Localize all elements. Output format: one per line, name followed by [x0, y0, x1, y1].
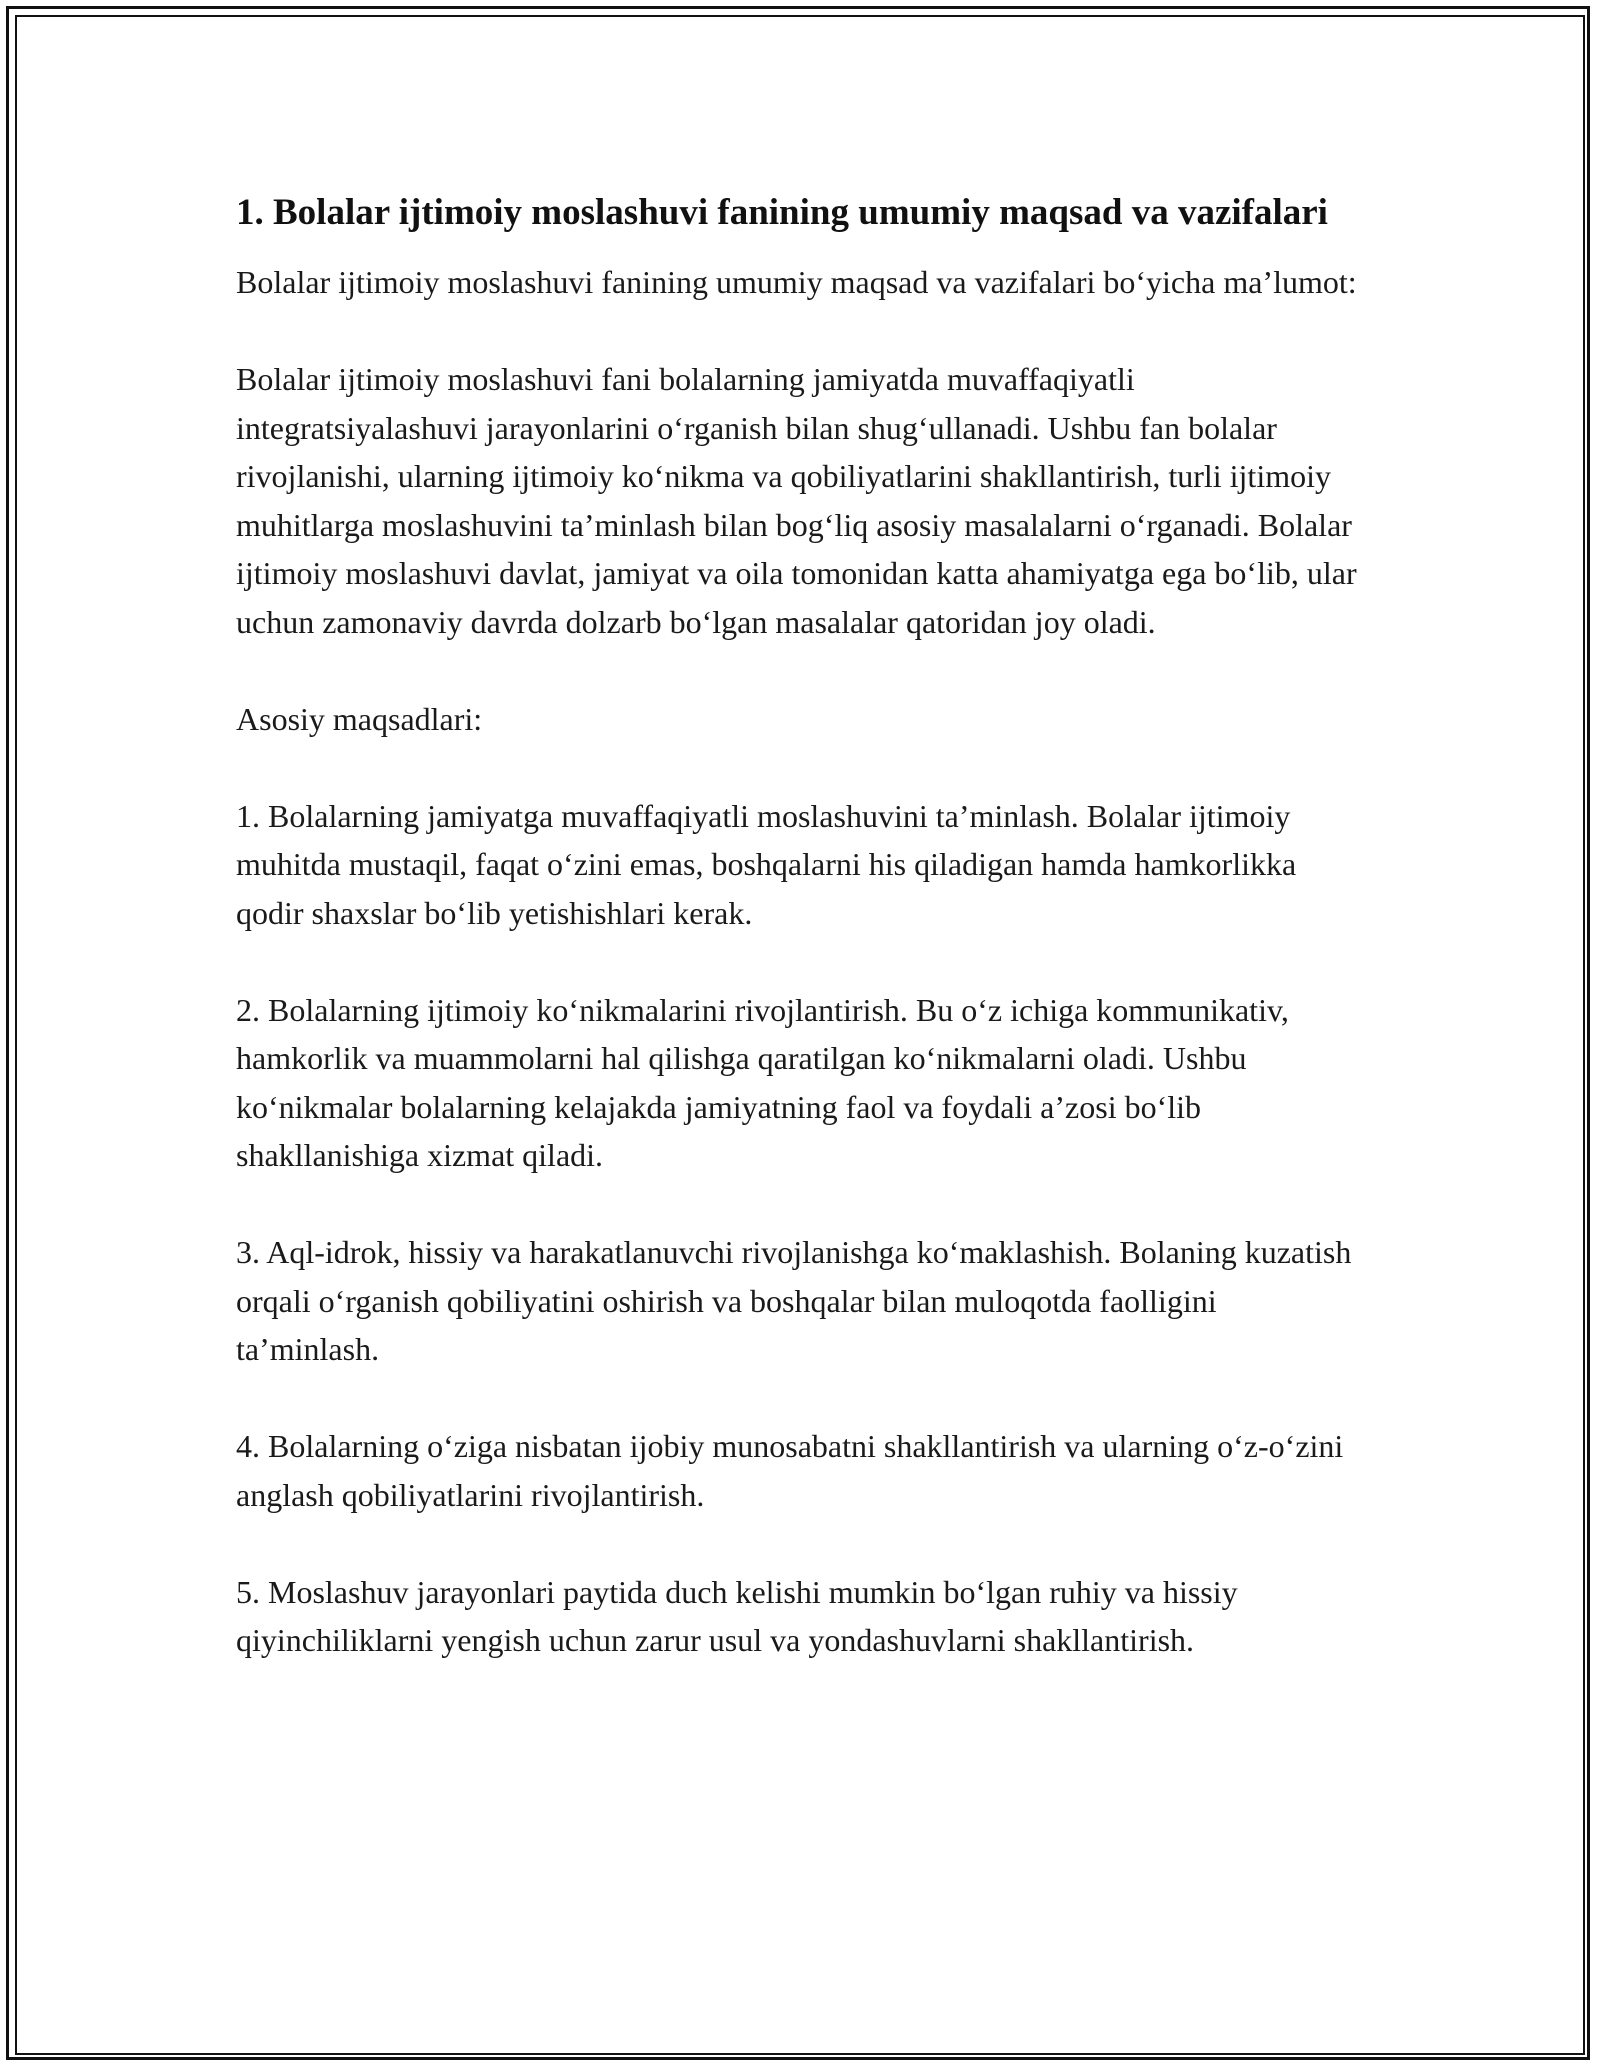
- goal-item-1: 1. Bolalarning jamiyatga muvaffaqiyatli moslashuvini ta’minlash. Bolalar ijtimoiy muhitda mustaqil, faqat o‘zini emas, boshqalarni his qiladigan hamda hamkorlikka qodir shaxslar bo‘lib yetishishlari kerak.: [236, 797, 1297, 931]
- page-title: 1. Bolalar ijtimoiy moslashuvi fanining umumiy maqsad va vazifalari: [236, 192, 1328, 233]
- goals-heading: Asosiy maqsadlari:: [236, 700, 483, 737]
- goal-item-3: 3. Aql-idrok, hissiy va harakatlanuvchi rivojlanishga ko‘maklashish. Bolaning kuzatish orqali o‘rganish qobiliyatini oshirish va boshqalar bilan muloqotda faolligini ta’minlash.: [236, 1234, 1352, 1367]
- goal-item-4: 4. Bolalarning o‘ziga nisbatan ijobiy munosabatni shakllantirish va ularning o‘z-o‘zini anglash qobiliyatlarini rivojlantirish.: [236, 1428, 1344, 1513]
- intro-paragraph: Bolalar ijtimoiy moslashuvi fanining umumiy maqsad va vazifalari bo‘yicha ma’lumot:: [236, 264, 1357, 300]
- goal-item-2: 2. Bolalarning ijtimoiy ko‘nikmalarini rivojlantirish. Bu o‘z ichiga kommunikativ, hamkorlik va muammolarni hal qilishga qaratilgan ko‘nikmalarni oladi. Ushbu ko‘nikmalar bolalarning kelajakda jamiyatning faol va foydali a’zosi bo‘lib shakllanishiga xizmat qiladi.: [236, 991, 1289, 1173]
- goal-item-5: 5. Moslashuv jarayonlari paytida duch kelishi mumkin bo‘lgan ruhiy va hissiy qiyinchiliklarni yengish uchun zarur usul va yondashuvlarni shakllantirish.: [236, 1573, 1238, 1658]
- overview-paragraph: Bolalar ijtimoiy moslashuvi fani bolalarning jamiyatda muvaffaqiyatli integratsiyalashuvi jarayonlarini o‘rganish bilan shug‘ullanadi. Ushbu fan bolalar rivojlanishi, ularning ijtimoiy ko‘nikma va qobiliyatlarini shakllantirish, turli ijtimoiy muhitlarga moslashuvini ta’minlash bilan bog‘liq asosiy masalalarni o‘rganadi. Bolalar ijtimoiy moslashuvi davlat, jamiyat va oila tomonidan katta ahamiyatga ega bo‘lib, ular uchun zamonaviy davrda dolzarb bo‘lgan masalalar qatoridan joy oladi.: [236, 361, 1357, 640]
- document-body: [236, 186, 1366, 1713]
